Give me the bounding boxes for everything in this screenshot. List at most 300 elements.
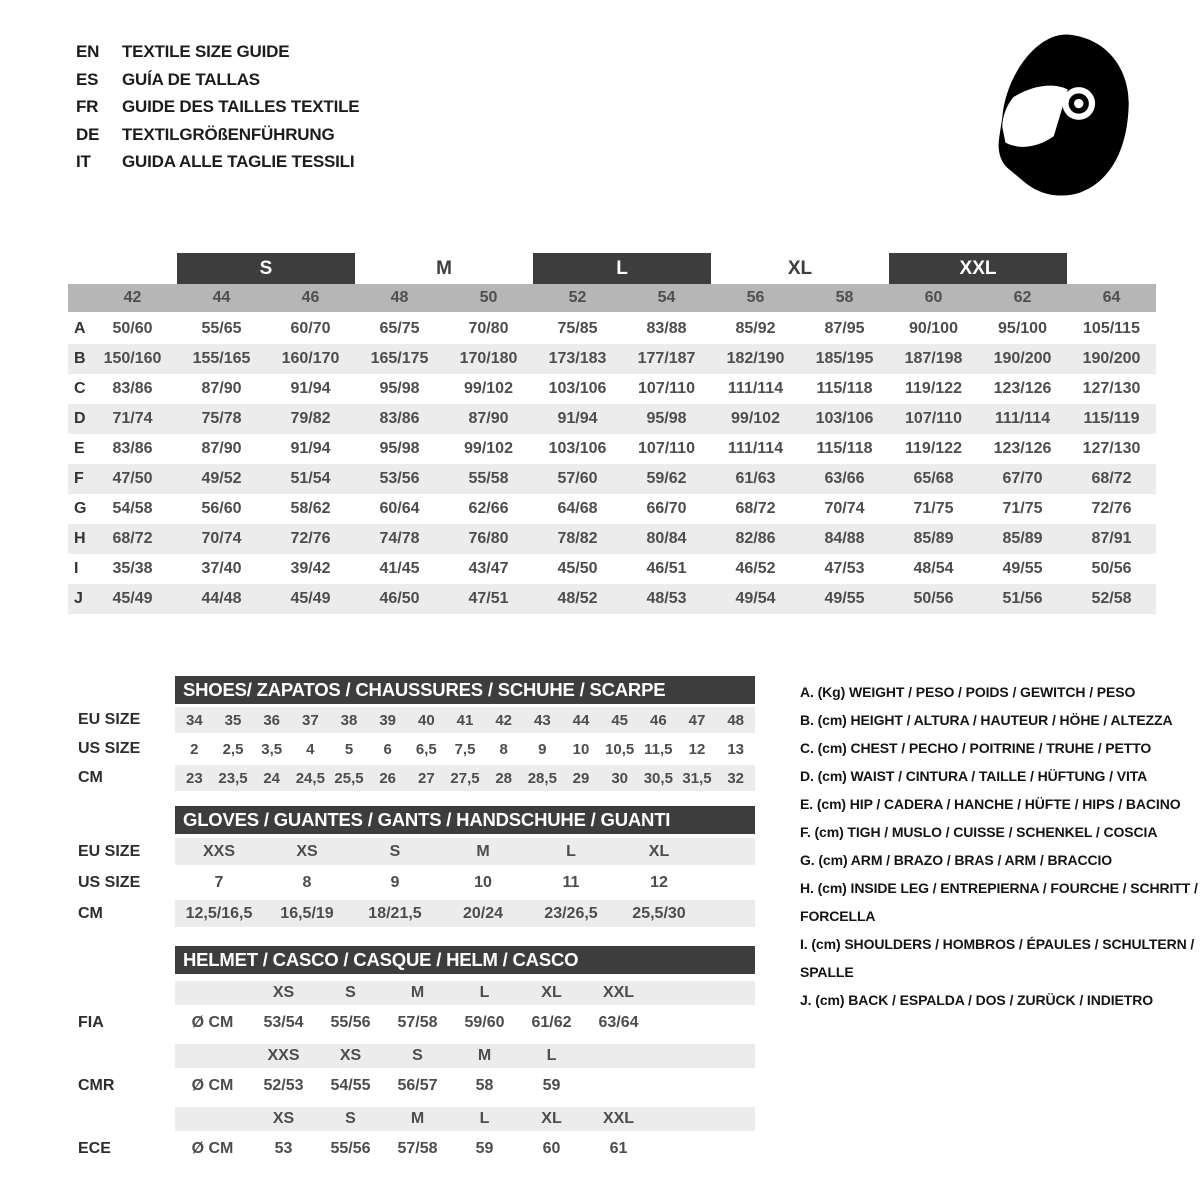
measurement-value: 115/118	[816, 440, 873, 457]
numeric-size-label: 58	[835, 289, 854, 306]
measurement-value: 62/66	[468, 500, 509, 517]
shoe-us-size: 9	[538, 740, 547, 758]
shoes-eu-row	[60, 707, 755, 733]
measurement-value: 103/106	[815, 410, 874, 427]
measurement-row-letter: G	[74, 500, 87, 517]
measurement-value: 123/126	[993, 440, 1052, 457]
shoe-us-size: 6	[383, 740, 392, 758]
shoes-cm-row	[60, 765, 755, 791]
helmet-title-bar: HELMET / CASCO / CASQUE / HELM / CASCO	[175, 946, 755, 974]
measurement-value: 95/98	[379, 440, 420, 457]
numeric-size-label: 50	[479, 289, 498, 306]
shoe-cm-size: 32	[727, 769, 744, 787]
language-title: GUÍA DE TALLAS	[122, 69, 260, 89]
shoe-us-size: 6,5	[415, 740, 437, 758]
measurement-value: 83/88	[646, 320, 687, 337]
numeric-size-label: 42	[123, 289, 142, 306]
measurement-row-letter: H	[74, 530, 86, 547]
language-code: EN	[76, 42, 100, 61]
cm-label: CM	[78, 769, 103, 786]
measurement-value: 85/92	[735, 320, 776, 337]
shoe-us-size: 5	[344, 740, 354, 758]
helmet-size-label: XXL	[602, 984, 635, 1001]
measurement-value: 83/86	[379, 410, 420, 427]
us-size-label: US SIZE	[78, 873, 141, 891]
measurement-value: 75/78	[201, 410, 242, 427]
helmet-size-header	[175, 1044, 755, 1068]
gloves-size-section	[60, 806, 755, 927]
measurement-value: 95/100	[998, 320, 1047, 337]
shoes-cm-values	[175, 765, 755, 791]
measurement-value: 107/110	[638, 440, 695, 457]
glove-cm-size: 18/21,5	[368, 904, 422, 922]
shoe-cm-size: 30	[611, 769, 628, 787]
shoe-cm-size: 28,5	[527, 769, 557, 787]
size-group-header	[68, 253, 1156, 284]
numeric-size-label: 56	[746, 289, 765, 306]
language-row	[76, 148, 359, 176]
measurement-value: 160/170	[281, 350, 340, 367]
measurement-value: 70/80	[468, 320, 509, 337]
shoe-cm-size: 26	[379, 769, 396, 787]
measurement-value: 46/51	[646, 560, 687, 577]
helmet-size-value: 53	[274, 1140, 293, 1157]
eu-size-label: EU SIZE	[78, 711, 141, 728]
measurement-value: 48/53	[646, 590, 687, 607]
language-row	[76, 93, 359, 121]
helmet-size-label: XL	[541, 1110, 562, 1127]
measurement-value: 115/118	[816, 380, 873, 397]
numeric-size-label: 46	[301, 289, 320, 306]
glove-eu-size: XXS	[202, 842, 235, 860]
side-spacer	[60, 1107, 175, 1131]
measurement-value: 84/88	[824, 530, 865, 547]
measurement-row-letter: F	[74, 470, 84, 487]
language-title: GUIDA ALLE TAGLIE TESSILI	[122, 152, 355, 171]
measurement-value: 80/84	[646, 530, 687, 547]
language-code: IT	[76, 152, 91, 171]
shoe-us-size: 4	[306, 740, 315, 758]
measurement-value: 99/102	[464, 440, 513, 457]
measurement-value: 87/90	[468, 410, 509, 427]
shoe-us-size: 11,5	[644, 740, 673, 758]
language-title: TEXTILE SIZE GUIDE	[122, 42, 290, 61]
measurement-value: 107/110	[638, 380, 695, 397]
measurement-value: 37/40	[201, 560, 242, 577]
measurement-value: 49/55	[824, 590, 865, 607]
helmet-values	[175, 1072, 755, 1100]
cm-label: CM	[78, 904, 103, 922]
measurement-value: 185/195	[815, 350, 874, 367]
helmet-size-label: XS	[272, 1110, 295, 1127]
measurement-value: 105/115	[1083, 320, 1140, 337]
glove-us-size: 10	[474, 873, 492, 891]
measurement-value: 85/89	[913, 530, 954, 547]
measurement-value: 103/106	[548, 380, 607, 397]
glove-us-size: 7	[214, 873, 224, 891]
helmet-size-label: M	[410, 984, 425, 1001]
helmet-size-label: M	[410, 1110, 425, 1127]
shoe-eu-size: 44	[572, 711, 590, 729]
measurement-row-letter: D	[74, 410, 86, 427]
legend-entry: G. (cm) ARM / BRAZO / BRAS / ARM / BRACCIO	[800, 852, 1113, 868]
measurement-row	[68, 344, 1156, 374]
helmet-size-label: XL	[541, 984, 562, 1001]
measurement-value: 61/63	[735, 470, 776, 487]
numeric-size-label: 52	[568, 289, 587, 306]
shoe-eu-size: 47	[688, 711, 706, 729]
diameter-unit-label: Ø CM	[191, 1014, 234, 1031]
us-size-label: US SIZE	[78, 740, 141, 757]
helmet-size-value: 55/56	[330, 1140, 371, 1157]
language-title-list	[76, 38, 359, 176]
shoe-cm-size: 28	[495, 769, 512, 787]
shoe-eu-size: 37	[301, 711, 319, 729]
measurement-value: 35/38	[112, 560, 153, 577]
measurement-row-letter: I	[74, 560, 79, 577]
measurement-row	[68, 554, 1156, 584]
size-group-label: XL	[787, 257, 813, 279]
measurement-value: 72/76	[1091, 500, 1132, 517]
numeric-size-label: 64	[1102, 289, 1121, 306]
standard-org-label: FIA	[78, 1014, 104, 1031]
gloves-cm-row	[60, 900, 755, 927]
helmet-size-header-row	[60, 1107, 755, 1131]
size-group-label: XXL	[889, 253, 1067, 284]
measurement-value: 103/106	[548, 440, 607, 457]
shoe-eu-size: 45	[611, 711, 628, 729]
measurement-value: 87/90	[201, 440, 242, 457]
measurement-value: 46/52	[735, 560, 776, 577]
numeric-size-label: 60	[924, 289, 943, 306]
size-group-label: L	[533, 253, 711, 284]
measurement-value: 59/62	[646, 470, 687, 487]
side-spacer	[60, 1044, 175, 1068]
measurement-value: 50/56	[913, 590, 954, 607]
legend-entry: H. (cm) INSIDE LEG / ENTREPIERNA / FOURCHE / SCHRITT / FORCELLA	[800, 880, 1198, 924]
helmet-size-value: 60	[542, 1140, 561, 1157]
gloves-us-row	[60, 869, 755, 896]
helmet-values-row	[60, 1072, 755, 1100]
helmet-standard-group	[60, 1044, 755, 1100]
measurement-value: 87/91	[1091, 530, 1132, 547]
glove-us-size: 12	[650, 873, 668, 891]
measurement-value: 46/50	[379, 590, 420, 607]
measurement-value: 64/68	[557, 500, 598, 517]
measurement-row-letter: B	[74, 350, 86, 367]
shoe-eu-size: 35	[224, 711, 242, 729]
helmet-size-label: L	[479, 984, 490, 1001]
measurement-value: 71/75	[913, 500, 954, 517]
helmet-size-value: 57/58	[397, 1140, 438, 1157]
shoe-cm-size: 30,5	[643, 769, 673, 787]
measurement-value: 51/56	[1002, 590, 1043, 607]
shoe-eu-size: 42	[495, 711, 512, 729]
helmet-values-row	[60, 1009, 755, 1037]
measurement-value: 45/49	[290, 590, 331, 607]
helmet-size-label: XS	[339, 1047, 362, 1064]
measurement-value: 111/114	[994, 410, 1051, 427]
helmet-icon-svg	[982, 30, 1138, 202]
shoe-cm-size: 23,5	[218, 769, 248, 787]
measurement-value: 115/119	[1083, 410, 1140, 427]
measurement-value: 71/75	[1002, 500, 1043, 517]
measurement-value: 50/56	[1091, 560, 1132, 577]
language-code: ES	[76, 69, 99, 89]
helmet-standard-groups	[60, 981, 755, 1163]
language-row	[76, 121, 359, 149]
measurement-value: 85/89	[1002, 530, 1043, 547]
measurement-row	[68, 494, 1156, 524]
shoe-eu-size: 34	[185, 711, 203, 729]
glove-cm-size: 20/24	[462, 904, 504, 922]
measurement-value: 51/54	[290, 470, 331, 487]
helmet-size-value: 59	[475, 1140, 494, 1157]
measurement-row	[68, 404, 1156, 434]
measurement-value: 39/42	[290, 560, 331, 577]
measurement-value: 68/72	[735, 500, 776, 517]
gloves-us-values	[175, 869, 755, 896]
language-row	[76, 66, 359, 94]
measurement-value: 41/45	[379, 560, 420, 577]
helmet-size-label: M	[477, 1047, 492, 1064]
measurement-value: 95/98	[379, 380, 420, 397]
measurement-value: 48/54	[913, 560, 954, 577]
shoe-us-size: 3,5	[261, 740, 283, 758]
language-code: FR	[76, 97, 99, 116]
measurement-row-letter: J	[74, 590, 83, 607]
measurement-value: 70/74	[201, 530, 242, 547]
measurement-value: 83/86	[112, 380, 153, 397]
legend-entry: D. (cm) WAIST / CINTURA / TAILLE / HÜFTUNG / VITA	[800, 768, 1148, 784]
helmet-standard-group	[60, 1107, 755, 1163]
glove-eu-size: S	[389, 842, 401, 860]
shoe-eu-size: 48	[727, 711, 744, 729]
measurement-value: 150/160	[103, 350, 162, 367]
helmet-size-label: XXS	[267, 1047, 300, 1064]
glove-eu-size: M	[476, 842, 490, 860]
measurement-value: 90/100	[909, 320, 958, 337]
measurement-value: 47/51	[468, 590, 509, 607]
measurement-value: 119/122	[905, 440, 962, 457]
helmet-size-value: 52/53	[263, 1077, 304, 1094]
shoe-us-size: 13	[727, 740, 744, 758]
side-spacer	[60, 981, 175, 1005]
helmet-values	[175, 1009, 755, 1037]
measurement-value: 76/80	[468, 530, 509, 547]
helmet-size-label: S	[412, 1047, 423, 1064]
measurement-row	[68, 434, 1156, 464]
diameter-unit-label: Ø CM	[191, 1140, 234, 1157]
shoe-us-size: 12	[688, 740, 706, 758]
measurement-value: 68/72	[112, 530, 153, 547]
helmet-size-label: S	[345, 1110, 356, 1127]
measurement-value: 170/180	[459, 350, 518, 367]
helmet-values-row	[60, 1135, 755, 1163]
measurement-value: 55/65	[201, 320, 242, 337]
helmet-size-label: L	[479, 1110, 490, 1127]
measurement-legend	[800, 678, 1200, 1014]
shoe-us-size: 8	[499, 740, 508, 758]
standard-org-label: CMR	[78, 1077, 115, 1094]
measurement-value: 127/130	[1082, 380, 1141, 397]
measurement-value: 47/53	[824, 560, 865, 577]
glove-eu-size: XS	[296, 842, 318, 860]
glove-cm-size: 25,5/30	[632, 904, 686, 922]
language-title: GUIDE DES TAILLES TEXTILE	[122, 97, 360, 116]
helmet-size-value: 63/64	[598, 1014, 639, 1031]
glove-eu-size: XL	[648, 842, 670, 860]
measurement-value: 49/52	[201, 470, 242, 487]
shoe-us-size: 10	[572, 740, 590, 758]
shoes-eu-values	[175, 707, 755, 733]
helmet-size-label: XS	[272, 984, 295, 1001]
measurement-row-letter: E	[74, 440, 85, 457]
numeric-size-label: 54	[657, 289, 676, 306]
gloves-eu-values	[175, 838, 755, 865]
helmet-size-header-row	[60, 981, 755, 1005]
measurement-value: 95/98	[646, 410, 687, 427]
shoe-cm-size: 25,5	[334, 769, 364, 787]
measurement-value: 53/56	[379, 470, 420, 487]
eu-size-label: EU SIZE	[78, 842, 141, 860]
glove-us-size: 9	[390, 873, 400, 891]
legend-entry: B. (cm) HEIGHT / ALTURA / HAUTEUR / HÖHE / ALTEZZA	[800, 712, 1173, 728]
measurement-value: 43/47	[468, 560, 509, 577]
shoe-cm-size: 24,5	[295, 769, 325, 787]
helmet-size-label: XXL	[602, 1110, 635, 1127]
measurement-value: 71/74	[112, 410, 153, 427]
shoe-cm-size: 27,5	[450, 769, 480, 787]
helmet-size-value: 53/54	[263, 1014, 304, 1031]
shoe-eu-size: 41	[456, 711, 474, 729]
helmet-size-label: S	[345, 984, 356, 1001]
language-row	[76, 38, 359, 66]
helmet-values	[175, 1135, 755, 1163]
measurement-value: 68/72	[1091, 470, 1132, 487]
measurement-value: 165/175	[370, 350, 429, 367]
textile-size-table	[68, 253, 1156, 614]
numeric-size-header	[68, 284, 1156, 312]
measurement-value: 49/55	[1002, 560, 1043, 577]
measurement-value: 82/86	[735, 530, 776, 547]
legend-entry: C. (cm) CHEST / PECHO / POITRINE / TRUHE / PETTO	[800, 740, 1152, 756]
measurement-value: 190/200	[1082, 350, 1141, 367]
legend-entry: E. (cm) HIP / CADERA / HANCHE / HÜFTE / HIPS / BACINO	[800, 796, 1181, 812]
shoe-us-size: 2,5	[222, 740, 244, 758]
measurement-value: 91/94	[290, 380, 331, 397]
measurement-rows	[68, 314, 1156, 614]
measurement-value: 65/75	[379, 320, 420, 337]
shoe-eu-size: 43	[533, 711, 551, 729]
shoe-cm-size: 31,5	[682, 769, 712, 787]
measurement-value: 111/114	[727, 440, 784, 457]
shoes-title-bar: SHOES/ ZAPATOS / CHAUSSURES / SCHUHE / SCARPE	[175, 676, 755, 704]
measurement-value: 107/110	[905, 410, 962, 427]
shoe-us-size: 10,5	[605, 740, 635, 758]
glove-cm-size: 23/26,5	[544, 904, 598, 922]
size-group-label: S	[177, 253, 355, 284]
measurement-value: 45/50	[557, 560, 598, 577]
measurement-value: 123/126	[993, 380, 1052, 397]
measurement-value: 60/64	[379, 500, 420, 517]
helmet-size-header	[175, 981, 755, 1005]
measurement-value: 63/66	[824, 470, 865, 487]
helmet-standard-group	[60, 981, 755, 1037]
measurement-row	[68, 314, 1156, 344]
shoe-cm-size: 27	[417, 769, 435, 787]
shoe-cm-size: 29	[572, 769, 590, 787]
measurement-value: 78/82	[557, 530, 598, 547]
measurement-value: 111/114	[727, 380, 784, 397]
shoe-cm-size: 24	[263, 769, 280, 787]
measurement-value: 74/78	[379, 530, 420, 547]
shoe-cm-size: 23	[185, 769, 203, 787]
shoes-us-row	[60, 736, 755, 762]
helmet-size-value: 61/62	[531, 1014, 572, 1031]
gloves-cm-values	[175, 900, 755, 927]
size-group-label: M	[436, 257, 452, 279]
helmet-size-value: 56/57	[397, 1077, 438, 1094]
measurement-value: 190/200	[993, 350, 1052, 367]
standard-org-label: ECE	[78, 1140, 111, 1157]
measurement-value: 57/60	[557, 470, 598, 487]
measurement-value: 127/130	[1082, 440, 1141, 457]
shoe-eu-size: 39	[379, 711, 396, 729]
measurement-row-letter: A	[74, 320, 86, 337]
measurement-row	[68, 524, 1156, 554]
measurement-value: 173/183	[548, 350, 607, 367]
measurement-row	[68, 464, 1156, 494]
measurement-value: 56/60	[201, 500, 242, 517]
helmet-size-value: 58	[475, 1077, 494, 1094]
numeric-size-label: 48	[390, 289, 409, 306]
measurement-value: 155/165	[192, 350, 251, 367]
glove-us-size: 8	[302, 873, 312, 891]
measurement-value: 119/122	[905, 380, 962, 397]
helmet-size-value: 55/56	[330, 1014, 371, 1031]
measurement-value: 58/62	[290, 500, 331, 517]
measurement-value: 66/70	[646, 500, 687, 517]
helmet-size-header-row	[60, 1044, 755, 1068]
shoe-us-size: 2	[190, 740, 199, 758]
measurement-row	[68, 374, 1156, 404]
measurement-value: 70/74	[824, 500, 865, 517]
measurement-value: 45/49	[112, 590, 153, 607]
measurement-value: 52/58	[1091, 590, 1132, 607]
measurement-value: 182/190	[726, 350, 785, 367]
shoe-us-size: 7,5	[454, 740, 476, 758]
shoes-size-section	[60, 676, 755, 791]
measurement-value: 48/52	[557, 590, 598, 607]
gloves-eu-row	[60, 838, 755, 865]
measurement-value: 54/58	[112, 500, 153, 517]
diameter-unit-label: Ø CM	[191, 1077, 234, 1094]
helmet-size-value: 57/58	[397, 1014, 438, 1031]
language-title: TEXTILGRÖßENFÜHRUNG	[122, 124, 335, 144]
numeric-size-label: 62	[1013, 289, 1032, 306]
shoes-us-values	[175, 736, 755, 762]
glove-cm-size: 12,5/16,5	[185, 904, 253, 922]
measurement-value: 79/82	[290, 410, 331, 427]
gloves-title-bar: GLOVES / GUANTES / GANTS / HANDSCHUHE / GUANTI	[175, 806, 755, 834]
measurement-value: 50/60	[112, 320, 153, 337]
shoe-eu-size: 38	[340, 711, 358, 729]
numeric-size-label: 44	[212, 289, 231, 306]
glove-eu-size: L	[566, 842, 576, 860]
measurement-value: 99/102	[731, 410, 780, 427]
measurement-value: 87/95	[824, 320, 865, 337]
